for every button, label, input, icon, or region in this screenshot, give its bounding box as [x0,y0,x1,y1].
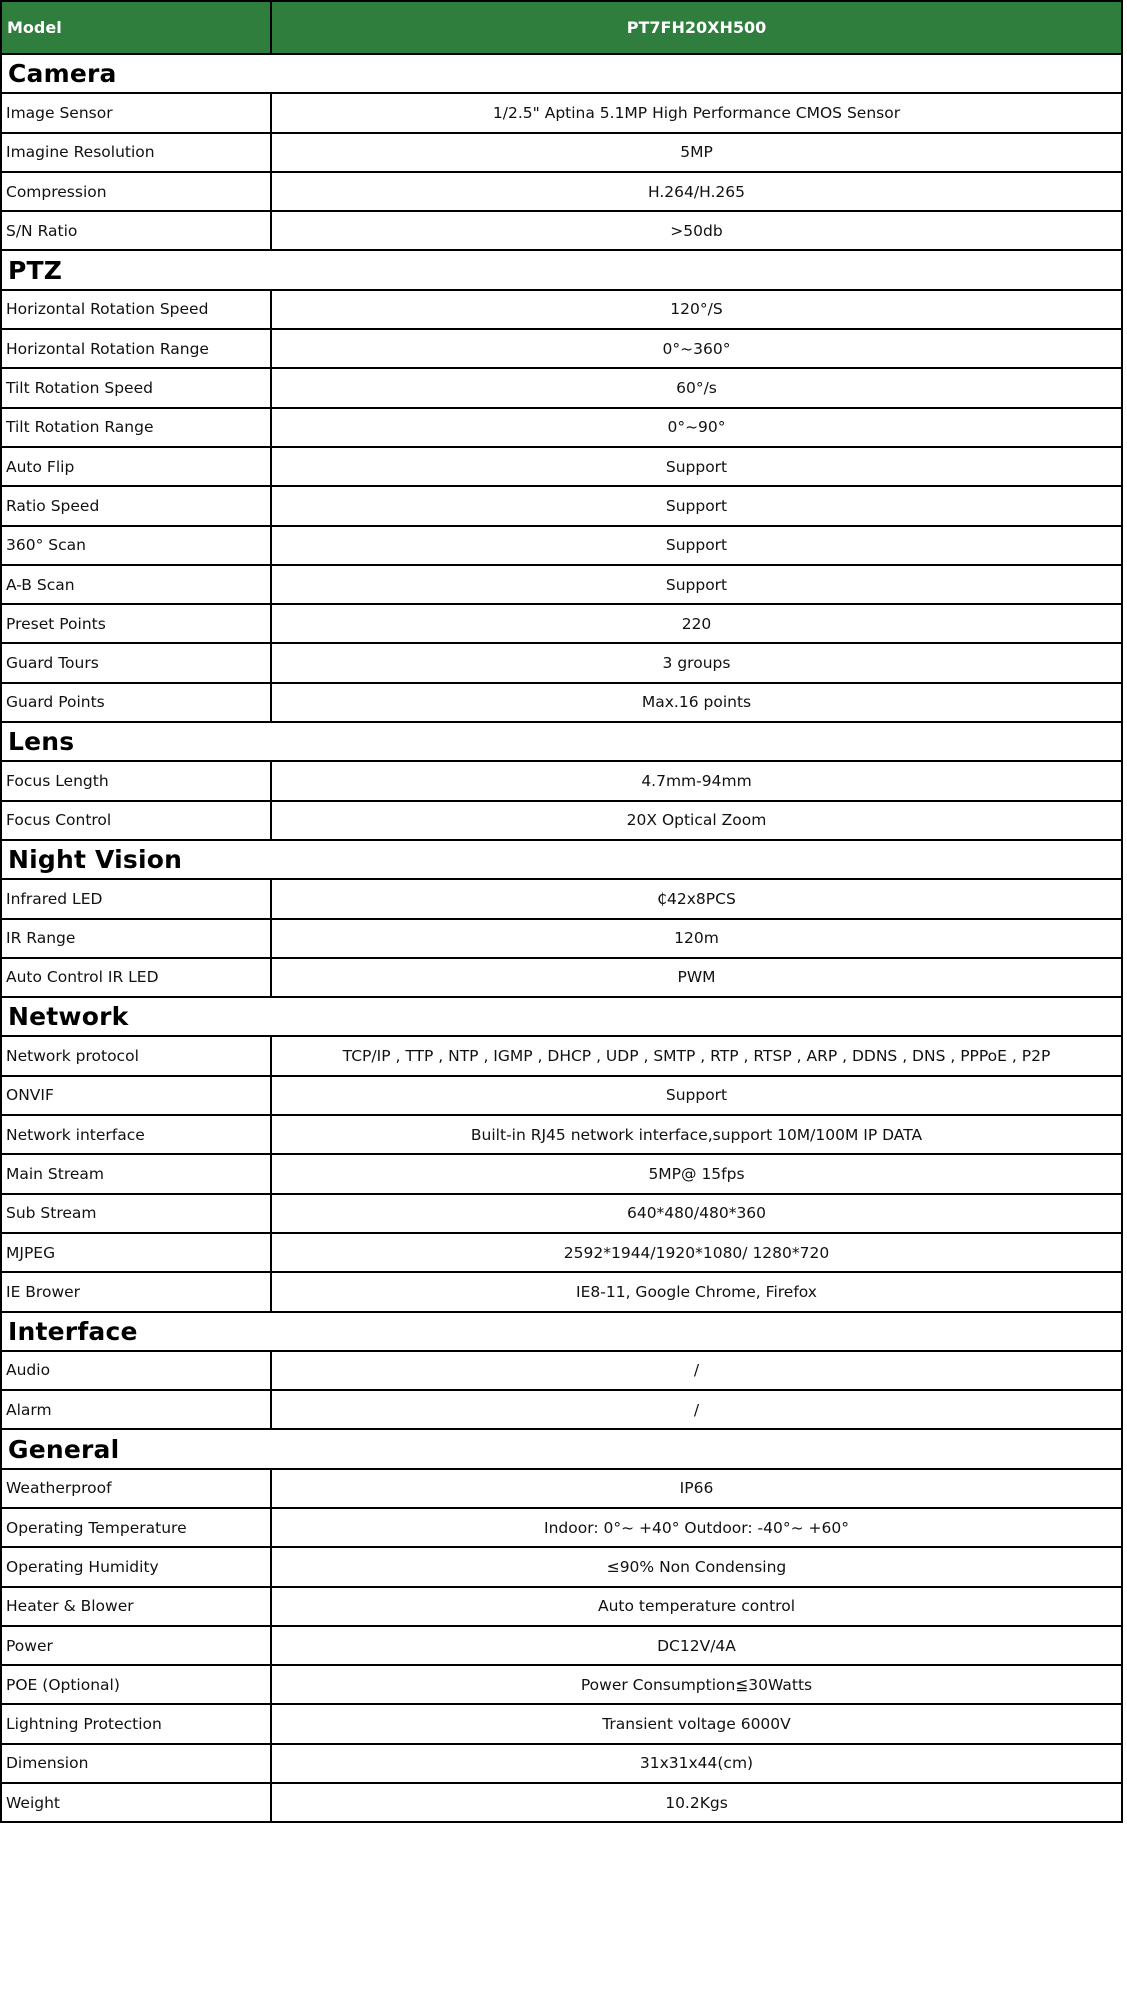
spec-label: IR Range [1,919,271,958]
spec-row [1,919,1122,958]
spec-label: Compression [1,172,271,211]
spec-row [1,1194,1122,1233]
spec-value: TCP/IP , TTP , NTP , IGMP , DHCP , UDP , SMTP , RTP , RTSP , ARP , DDNS , DNS , PPPoE , P2P [271,1036,1122,1075]
spec-value: Support [271,565,1122,604]
spec-label: Weatherproof [1,1469,271,1508]
spec-label: Lightning Protection [1,1704,271,1743]
spec-value: 5MP@ 15fps [271,1154,1122,1193]
spec-row [1,1744,1122,1783]
section-row [1,722,1122,761]
spec-value: 2592*1944/1920*1080/ 1280*720 [271,1233,1122,1272]
spec-label: ONVIF [1,1076,271,1115]
section-title: General [1,1429,1122,1468]
spec-label: Auto Flip [1,447,271,486]
section-title: PTZ [1,250,1122,289]
spec-row [1,172,1122,211]
spec-label: Image Sensor [1,93,271,132]
spec-label: A-B Scan [1,565,271,604]
model-header-row [1,1,1122,54]
spec-label: Network interface [1,1115,271,1154]
spec-value: 60°/s [271,368,1122,407]
section-title: Network [1,997,1122,1036]
spec-row [1,1626,1122,1665]
spec-row [1,408,1122,447]
spec-label: Tilt Rotation Range [1,408,271,447]
spec-label: Sub Stream [1,1194,271,1233]
spec-row [1,93,1122,132]
spec-value: Max.16 points [271,683,1122,722]
spec-row [1,643,1122,682]
spec-value: 10.2Kgs [271,1783,1122,1822]
spec-value: IE8-11, Google Chrome, Firefox [271,1272,1122,1311]
spec-value: Transient voltage 6000V [271,1704,1122,1743]
spec-label: Guard Points [1,683,271,722]
spec-row [1,1115,1122,1154]
spec-value: Support [271,1076,1122,1115]
spec-value: PWM [271,958,1122,997]
spec-label: MJPEG [1,1233,271,1272]
spec-value: 5MP [271,133,1122,172]
spec-row [1,133,1122,172]
spec-value: / [271,1390,1122,1429]
spec-row [1,1272,1122,1311]
spec-row [1,1704,1122,1743]
spec-row [1,486,1122,525]
spec-row [1,211,1122,250]
spec-label: Alarm [1,1390,271,1429]
spec-label: Auto Control IR LED [1,958,271,997]
spec-label: Imagine Resolution [1,133,271,172]
section-title: Night Vision [1,840,1122,879]
spec-value: / [271,1351,1122,1390]
spec-value: Indoor: 0°~ +40° Outdoor: -40°~ +60° [271,1508,1122,1547]
spec-value: 1/2.5" Aptina 5.1MP High Performance CMOS Sensor [271,93,1122,132]
spec-value: Built-in RJ45 network interface,support 10M/100M IP DATA [271,1115,1122,1154]
spec-row [1,1547,1122,1586]
spec-value: 120m [271,919,1122,958]
section-title: Lens [1,722,1122,761]
spec-label: Power [1,1626,271,1665]
spec-value: 4.7mm-94mm [271,761,1122,800]
spec-label: Operating Temperature [1,1508,271,1547]
spec-row [1,1587,1122,1626]
model-value: PT7FH20XH500 [271,1,1122,54]
spec-row [1,1665,1122,1704]
section-row [1,1429,1122,1468]
spec-value: 31x31x44(cm) [271,1744,1122,1783]
spec-value: Power Consumption≦30Watts [271,1665,1122,1704]
spec-row [1,329,1122,368]
model-label: Model [1,1,271,54]
section-row [1,54,1122,93]
spec-row [1,1469,1122,1508]
spec-row [1,368,1122,407]
spec-label: Tilt Rotation Speed [1,368,271,407]
spec-label: 360° Scan [1,526,271,565]
spec-label: Horizontal Rotation Range [1,329,271,368]
spec-row [1,1076,1122,1115]
spec-label: Infrared LED [1,879,271,918]
spec-value: ≤90% Non Condensing [271,1547,1122,1586]
spec-label: Network protocol [1,1036,271,1075]
spec-row [1,526,1122,565]
section-title: Interface [1,1312,1122,1351]
spec-label: Dimension [1,1744,271,1783]
spec-label: Focus Control [1,801,271,840]
spec-value: DC12V/4A [271,1626,1122,1665]
spec-value: Support [271,447,1122,486]
spec-row [1,604,1122,643]
spec-label: POE (Optional) [1,1665,271,1704]
spec-row [1,1508,1122,1547]
spec-row [1,447,1122,486]
section-row [1,997,1122,1036]
spec-label: Heater & Blower [1,1587,271,1626]
spec-value: 640*480/480*360 [271,1194,1122,1233]
spec-label: Ratio Speed [1,486,271,525]
spec-row [1,1390,1122,1429]
spec-value: 220 [271,604,1122,643]
spec-value: IP66 [271,1469,1122,1508]
spec-label: IE Brower [1,1272,271,1311]
section-row [1,1312,1122,1351]
section-row [1,250,1122,289]
spec-row [1,1233,1122,1272]
spec-value: 0°~90° [271,408,1122,447]
section-row [1,840,1122,879]
spec-value: Support [271,486,1122,525]
spec-label: Audio [1,1351,271,1390]
spec-row [1,801,1122,840]
section-title: Camera [1,54,1122,93]
spec-label: Preset Points [1,604,271,643]
spec-row [1,1351,1122,1390]
spec-row [1,1154,1122,1193]
spec-value: Support [271,526,1122,565]
spec-value: 20X Optical Zoom [271,801,1122,840]
spec-value: >50db [271,211,1122,250]
spec-table-body [1,1,1122,1822]
spec-row [1,761,1122,800]
spec-value: H.264/H.265 [271,172,1122,211]
spec-label: Horizontal Rotation Speed [1,290,271,329]
spec-value: 3 groups [271,643,1122,682]
spec-row [1,958,1122,997]
spec-label: Operating Humidity [1,1547,271,1586]
spec-label: S/N Ratio [1,211,271,250]
spec-label: Weight [1,1783,271,1822]
spec-label: Main Stream [1,1154,271,1193]
spec-row [1,1783,1122,1822]
spec-label: Guard Tours [1,643,271,682]
spec-value: 0°~360° [271,329,1122,368]
spec-row [1,683,1122,722]
spec-row [1,879,1122,918]
spec-value: Auto temperature control [271,1587,1122,1626]
spec-row [1,290,1122,329]
spec-row [1,1036,1122,1075]
spec-label: Focus Length [1,761,271,800]
spec-value: 120°/S [271,290,1122,329]
spec-value: ₵42x8PCS [271,879,1122,918]
spec-row [1,565,1122,604]
